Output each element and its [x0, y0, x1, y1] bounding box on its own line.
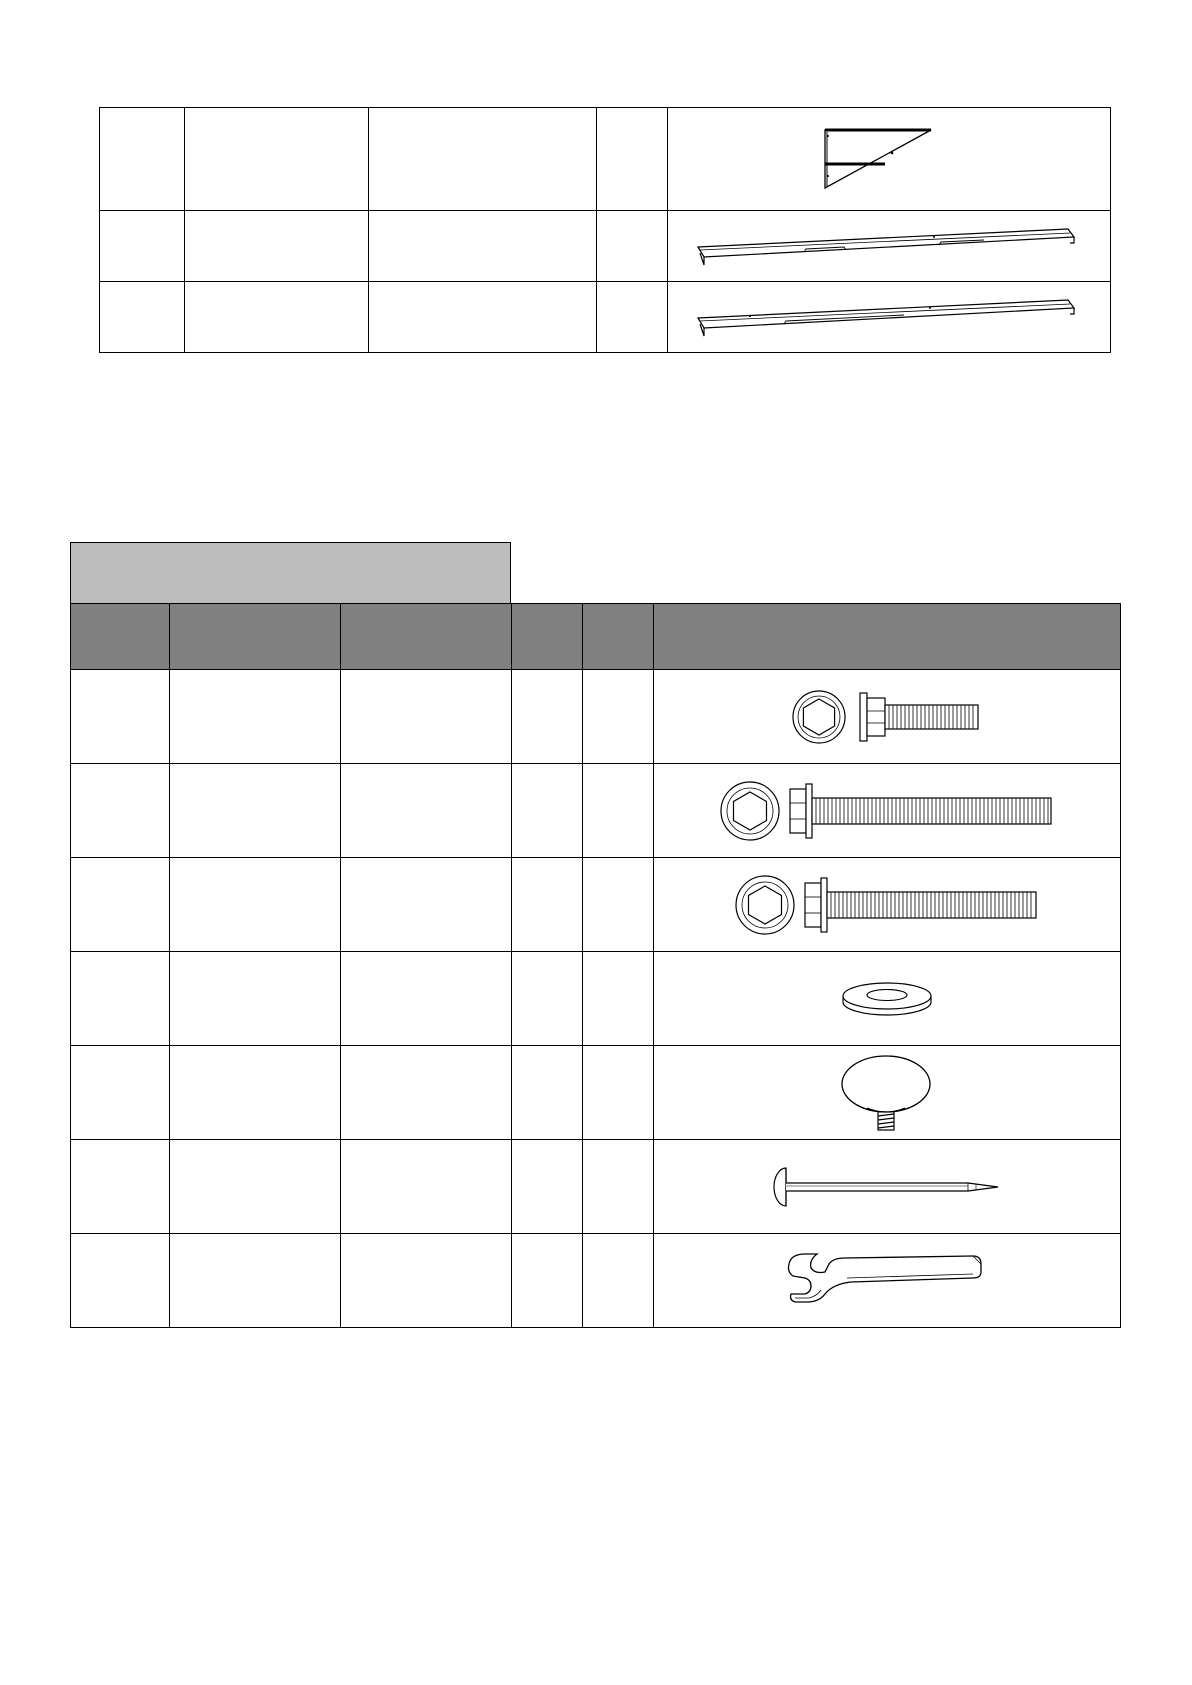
flat-washer-icon — [837, 976, 937, 1022]
part-name-cell — [185, 211, 369, 282]
part-number-cell — [100, 108, 185, 211]
nail-icon — [772, 1164, 1002, 1210]
hardware-cell — [341, 1140, 512, 1234]
hardware-cell — [512, 858, 583, 952]
header-cell — [654, 604, 1121, 670]
long-hex-bolt-with-nut-icon — [720, 778, 1055, 844]
hardware-cell — [583, 670, 654, 764]
hardware-cell — [341, 764, 512, 858]
part-qty-cell — [597, 211, 668, 282]
hardware-cell — [170, 670, 341, 764]
hardware-cell — [341, 1234, 512, 1328]
part-name-cell — [185, 108, 369, 211]
part-number-cell — [100, 282, 185, 353]
header-cell — [170, 604, 341, 670]
part-qty-cell — [597, 282, 668, 353]
table-row — [71, 670, 1121, 764]
hardware-cell — [341, 670, 512, 764]
hardware-cell — [583, 858, 654, 952]
hardware-cell — [512, 1046, 583, 1140]
hardware-picture-cell — [654, 858, 1121, 952]
hardware-cell — [71, 764, 170, 858]
part-picture-cell — [668, 282, 1111, 353]
hardware-cell — [583, 1046, 654, 1140]
part-size-cell — [369, 108, 597, 211]
hardware-cell — [512, 670, 583, 764]
long-rail-icon — [694, 294, 1084, 340]
corner-bracket-icon — [819, 124, 959, 194]
hardware-cell — [512, 952, 583, 1046]
header-cell — [341, 604, 512, 670]
part-picture-cell — [668, 211, 1111, 282]
hardware-cell — [170, 764, 341, 858]
header-cell — [583, 604, 654, 670]
table-row — [100, 282, 1111, 353]
cap-screw-icon — [837, 1050, 937, 1136]
part-name-cell — [185, 282, 369, 353]
hardware-cell — [341, 952, 512, 1046]
table-row — [100, 211, 1111, 282]
hardware-cell — [341, 1046, 512, 1140]
hardware-table — [70, 603, 1121, 1328]
hardware-title-bar — [70, 542, 511, 603]
hardware-cell — [512, 764, 583, 858]
hardware-cell — [170, 858, 341, 952]
hardware-cell — [583, 764, 654, 858]
hardware-cell — [512, 1234, 583, 1328]
hardware-cell — [341, 858, 512, 952]
part-picture-cell — [668, 108, 1111, 211]
hardware-cell — [170, 952, 341, 1046]
hardware-picture-cell — [654, 1046, 1121, 1140]
hardware-cell — [170, 1140, 341, 1234]
part-size-cell — [369, 211, 597, 282]
table-row — [71, 1046, 1121, 1140]
part-number-cell — [100, 211, 185, 282]
table-row — [71, 1140, 1121, 1234]
hardware-picture-cell — [654, 1140, 1121, 1234]
hardware-picture-cell — [654, 670, 1121, 764]
part-size-cell — [369, 282, 597, 353]
hardware-cell — [583, 1234, 654, 1328]
hardware-cell — [71, 1046, 170, 1140]
table-row — [71, 952, 1121, 1046]
header-cell — [71, 604, 170, 670]
hardware-cell — [583, 952, 654, 1046]
hardware-cell — [71, 858, 170, 952]
table-row — [71, 858, 1121, 952]
hardware-cell — [583, 1140, 654, 1234]
hex-bolt-with-nut-icon — [735, 872, 1040, 938]
long-rail-icon — [694, 223, 1084, 269]
table-row — [71, 1234, 1121, 1328]
header-row — [71, 604, 1121, 670]
part-qty-cell — [597, 108, 668, 211]
hardware-cell — [71, 670, 170, 764]
hardware-cell — [71, 1140, 170, 1234]
hardware-cell — [71, 1234, 170, 1328]
table-row — [100, 108, 1111, 211]
hardware-cell — [71, 952, 170, 1046]
hardware-cell — [512, 1140, 583, 1234]
hardware-cell — [170, 1046, 341, 1140]
hardware-cell — [170, 1234, 341, 1328]
wrench-icon — [785, 1250, 990, 1312]
parts-table — [99, 107, 1111, 353]
hardware-picture-cell — [654, 764, 1121, 858]
short-hex-bolt-icon — [792, 687, 982, 747]
header-cell — [512, 604, 583, 670]
table-row — [71, 764, 1121, 858]
hardware-picture-cell — [654, 952, 1121, 1046]
hardware-picture-cell — [654, 1234, 1121, 1328]
